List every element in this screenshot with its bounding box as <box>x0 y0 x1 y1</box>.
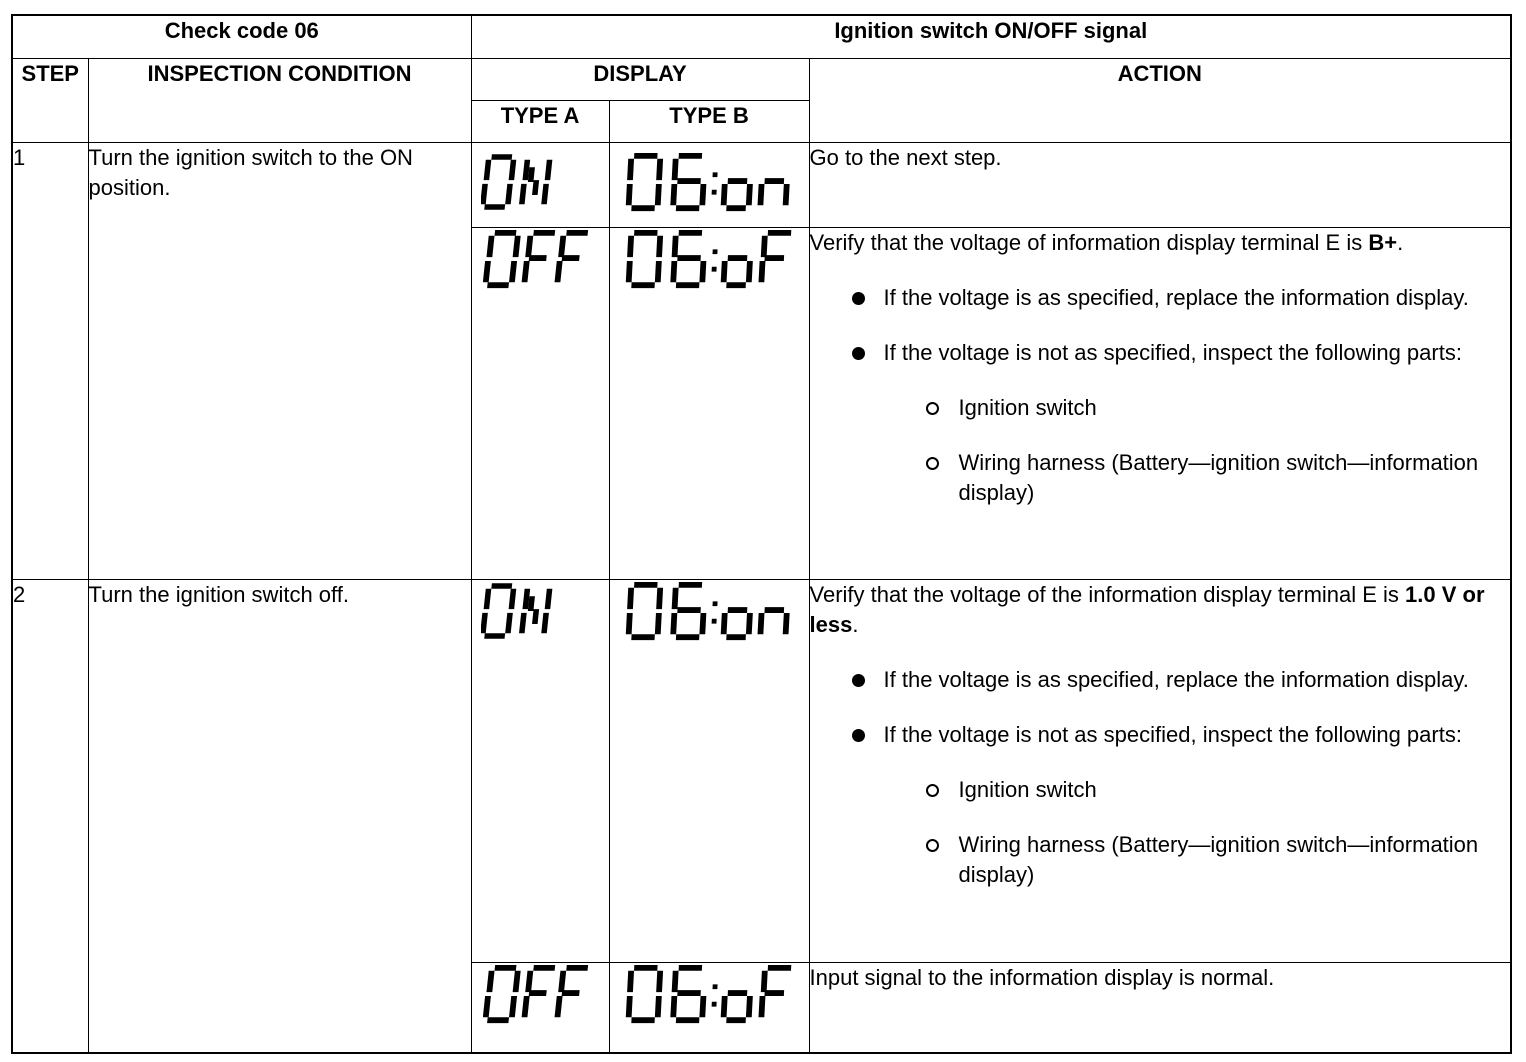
lcd-off-display <box>483 963 591 1025</box>
check-code-table <box>11 14 1512 1054</box>
lcd-on-display <box>481 151 555 213</box>
type-b-display <box>609 227 809 579</box>
action-text <box>810 580 1511 640</box>
list-item <box>810 665 1511 695</box>
action-spec-value: 1.0 V or less <box>809 581 1485 637</box>
lcd-06-of-display <box>622 228 798 290</box>
action-cell <box>809 579 1511 962</box>
list-item <box>810 393 1511 423</box>
type-b-header: TYPE B <box>609 100 809 142</box>
step-header: STEP <box>12 58 88 142</box>
lcd-06-on-display <box>622 151 798 213</box>
type-a-header: TYPE A <box>471 100 609 142</box>
type-b-display <box>609 579 809 962</box>
list-item <box>810 283 1511 313</box>
type-a-display <box>471 227 609 579</box>
action-text-post: . <box>1397 229 1404 255</box>
bullet-text: If the voltage is as specified, replace the information display. <box>883 284 1469 310</box>
lcd-06-of-display <box>622 963 798 1025</box>
inspection-condition: Turn the ignition switch off. <box>88 579 471 1053</box>
display-header: DISPLAY <box>471 58 809 100</box>
result-list <box>810 665 1511 750</box>
action-text: Go to the next step. <box>809 144 1002 170</box>
action-text-pre: Verify that the voltage of information display terminal E is <box>809 229 1369 255</box>
bullet-text: If the voltage is as specified, replace the information display. <box>883 666 1469 692</box>
step-number: 2 <box>12 579 88 1053</box>
inspection-condition: Turn the ignition switch to the ON position. <box>88 142 471 579</box>
bullet-icon <box>852 674 865 687</box>
type-b-display <box>609 962 809 1053</box>
part-text: Ignition switch <box>958 776 1097 802</box>
action-text-post: . <box>852 611 859 637</box>
action-cell <box>809 227 1511 579</box>
action-header: ACTION <box>809 58 1511 142</box>
type-a-display <box>471 579 609 962</box>
bullet-icon <box>852 347 865 360</box>
list-item <box>810 830 1511 890</box>
action-text-pre: Verify that the voltage of the information display terminal E is <box>809 581 1406 607</box>
action-text <box>810 228 1511 258</box>
lcd-on-display <box>481 580 555 642</box>
action-cell <box>809 142 1511 227</box>
circle-bullet-icon <box>926 839 939 852</box>
circle-bullet-icon <box>926 402 939 415</box>
action-text: Input signal to the information display is normal. <box>809 964 1275 990</box>
circle-bullet-icon <box>926 784 939 797</box>
lcd-off-display <box>483 228 591 290</box>
result-list <box>810 283 1511 368</box>
list-item <box>810 448 1511 508</box>
list-item <box>810 775 1511 805</box>
part-text: Ignition switch <box>958 394 1097 420</box>
bullet-icon <box>852 292 865 305</box>
parts-list <box>810 393 1511 508</box>
bullet-text: If the voltage is not as specified, inspect the following parts: <box>883 339 1462 365</box>
part-text: Wiring harness (Battery—ignition switch—information display) <box>958 831 1479 887</box>
action-spec-value: B+ <box>1368 229 1398 255</box>
parts-list <box>810 775 1511 890</box>
bullet-text: If the voltage is not as specified, inspect the following parts: <box>883 721 1462 747</box>
circle-bullet-icon <box>926 457 939 470</box>
check-code-header: Check code 06 <box>12 15 471 58</box>
part-text: Wiring harness (Battery—ignition switch—information display) <box>958 449 1479 505</box>
signal-title-header: Ignition switch ON/OFF signal <box>471 15 1511 58</box>
action-cell <box>809 962 1511 1053</box>
type-a-display <box>471 962 609 1053</box>
inspection-condition-header: INSPECTION CONDITION <box>88 58 471 142</box>
type-a-display <box>471 142 609 227</box>
lcd-06-on-display <box>622 580 798 642</box>
list-item <box>810 338 1511 368</box>
type-b-display <box>609 142 809 227</box>
step-number: 1 <box>12 142 88 579</box>
list-item <box>810 720 1511 750</box>
bullet-icon <box>852 729 865 742</box>
